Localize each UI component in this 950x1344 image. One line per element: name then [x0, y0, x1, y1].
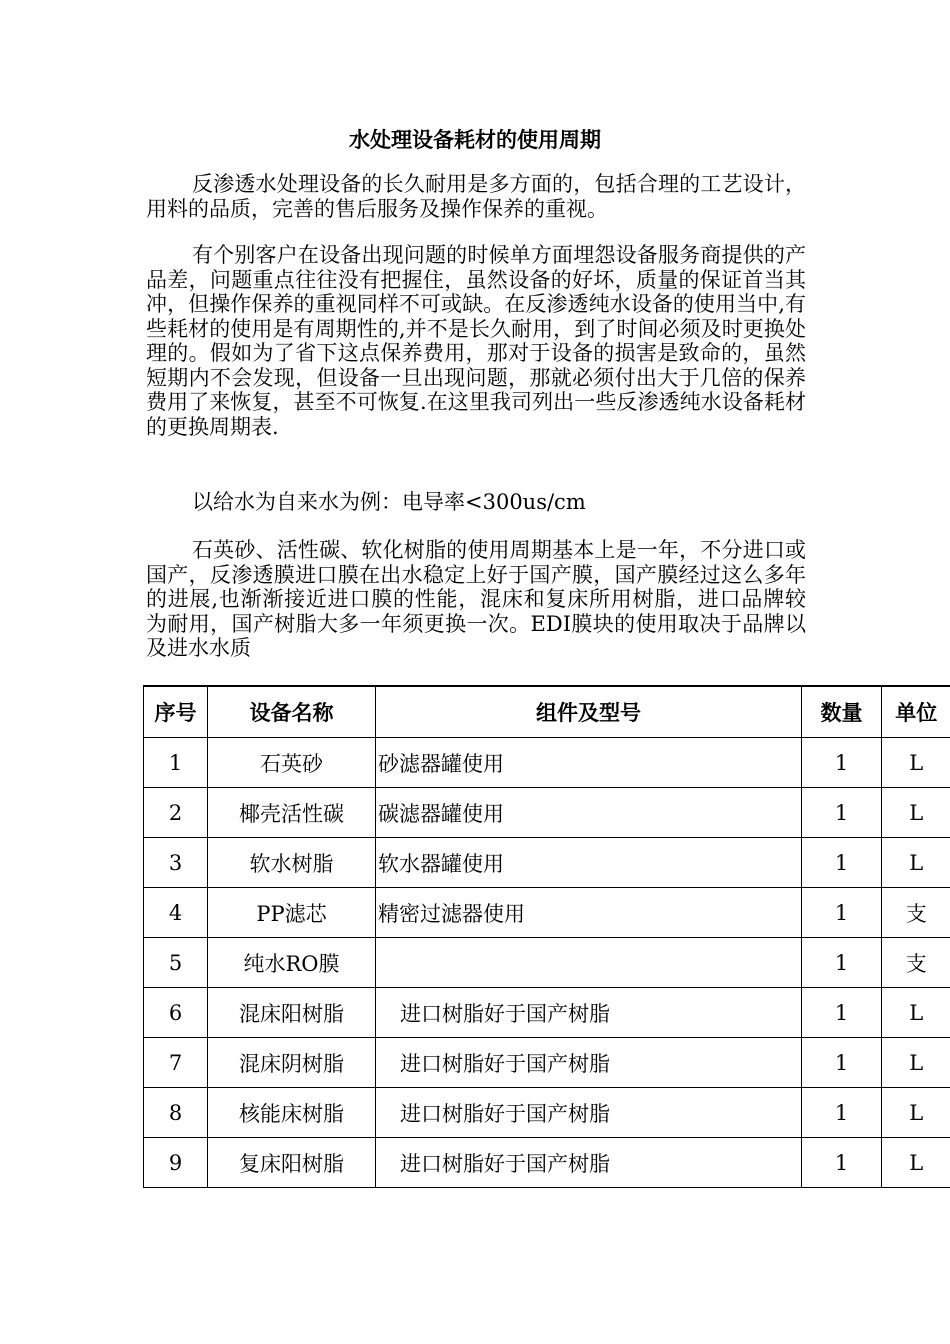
paragraph-lifecycle: 石英砂、活性碳、软化树脂的使用周期基本上是一年，不分进口或国产，反渗透膜进口膜在出水稳定上好于国产膜，国产膜经过这么多年的进展,也渐渐接近进口膜的性能，混床和复床所用树脂，进口品牌较 为耐用，国产树脂大多一年须更换一次。EDI膜块的使用取决于品牌以及进水水质	[146, 538, 806, 660]
table-row	[144, 788, 950, 838]
cell-index: 2	[144, 788, 208, 838]
cell-equipment-name: 混床阴树脂	[208, 1038, 376, 1088]
cell-quantity: 1	[802, 838, 882, 888]
table-row	[144, 938, 950, 988]
cell-unit: L	[882, 988, 950, 1038]
cell-equipment-name: 复床阳树脂	[208, 1138, 376, 1188]
cell-unit: L	[882, 838, 950, 888]
cell-unit: 支	[882, 888, 950, 938]
paragraph-intro: 反渗透水处理设备的长久耐用是多方面的，包括合理的工艺设计，用料的品质，完善的售后服务及操作保养的重视。	[146, 172, 806, 221]
cell-index: 6	[144, 988, 208, 1038]
cell-quantity: 1	[802, 938, 882, 988]
cell-quantity: 1	[802, 738, 882, 788]
table-header-row	[144, 686, 950, 738]
header-quantity: 数量	[802, 686, 882, 738]
cell-equipment-name: 石英砂	[208, 738, 376, 788]
consumables-table	[143, 685, 950, 1188]
cell-equipment-name: 核能床树脂	[208, 1088, 376, 1138]
cell-index: 7	[144, 1038, 208, 1088]
cell-quantity: 1	[802, 1088, 882, 1138]
cell-unit: L	[882, 738, 950, 788]
table-row	[144, 988, 950, 1038]
cell-quantity: 1	[802, 888, 882, 938]
header-unit: 单位	[882, 686, 950, 738]
table-row	[144, 738, 950, 788]
cell-component-model: 进口树脂好于国产树脂	[376, 988, 802, 1038]
table-row	[144, 1138, 950, 1188]
cell-index: 8	[144, 1088, 208, 1138]
cell-unit: L	[882, 1038, 950, 1088]
cell-component-model: 砂滤器罐使用	[376, 738, 802, 788]
cell-unit: L	[882, 1138, 950, 1188]
cell-equipment-name: 混床阳树脂	[208, 988, 376, 1038]
table-row	[144, 838, 950, 888]
paragraph-maintenance: 有个别客户在设备出现问题的时候单方面埋怨设备服务商提供的产品差，问题重点往往没有把握住，虽然设备的好坏，质量的保证首当其冲，但操作保养的重视同样不可或缺。在反渗透纯水设备的使用当中,有些耗材的使用是有周期性的,并不是长久耐用，到了时间必须及时更换处理的。假如为了省下这点保养费用，那对于设备的损害是致命的，虽然短期内不会发现，但设备一旦出现问题，那就必须付出大于几倍的保养费用了来恢复，甚至不可恢复.在这里我司列出一些反渗透纯水设备耗材的更换周期表.	[146, 243, 806, 439]
header-equipment-name: 设备名称	[208, 686, 376, 738]
cell-component-model	[376, 938, 802, 988]
cell-component-model: 碳滤器罐使用	[376, 788, 802, 838]
cell-quantity: 1	[802, 788, 882, 838]
cell-quantity: 1	[802, 1038, 882, 1088]
cell-unit: L	[882, 1088, 950, 1138]
cell-component-model: 精密过滤器使用	[376, 888, 802, 938]
document-title: 水处理设备耗材的使用周期	[349, 128, 601, 152]
cell-index: 3	[144, 838, 208, 888]
cell-component-model: 进口树脂好于国产树脂	[376, 1138, 802, 1188]
header-index: 序号	[144, 686, 208, 738]
cell-equipment-name: 纯水RO膜	[208, 938, 376, 988]
cell-quantity: 1	[802, 1138, 882, 1188]
table-row	[144, 1088, 950, 1138]
cell-equipment-name: 椰壳活性碳	[208, 788, 376, 838]
cell-index: 4	[144, 888, 208, 938]
cell-component-model: 进口树脂好于国产树脂	[376, 1038, 802, 1088]
cell-index: 1	[144, 738, 208, 788]
cell-index: 5	[144, 938, 208, 988]
paragraph-feedwater: 以给水为自来水为例：电导率<300us/cm	[192, 490, 586, 514]
cell-quantity: 1	[802, 988, 882, 1038]
cell-index: 9	[144, 1138, 208, 1188]
table-row	[144, 888, 950, 938]
cell-equipment-name: PP滤芯	[208, 888, 376, 938]
table-row	[144, 1038, 950, 1088]
cell-component-model: 软水器罐使用	[376, 838, 802, 888]
cell-unit: L	[882, 788, 950, 838]
cell-unit: 支	[882, 938, 950, 988]
cell-equipment-name: 软水树脂	[208, 838, 376, 888]
header-component-model: 组件及型号	[376, 686, 802, 738]
cell-component-model: 进口树脂好于国产树脂	[376, 1088, 802, 1138]
